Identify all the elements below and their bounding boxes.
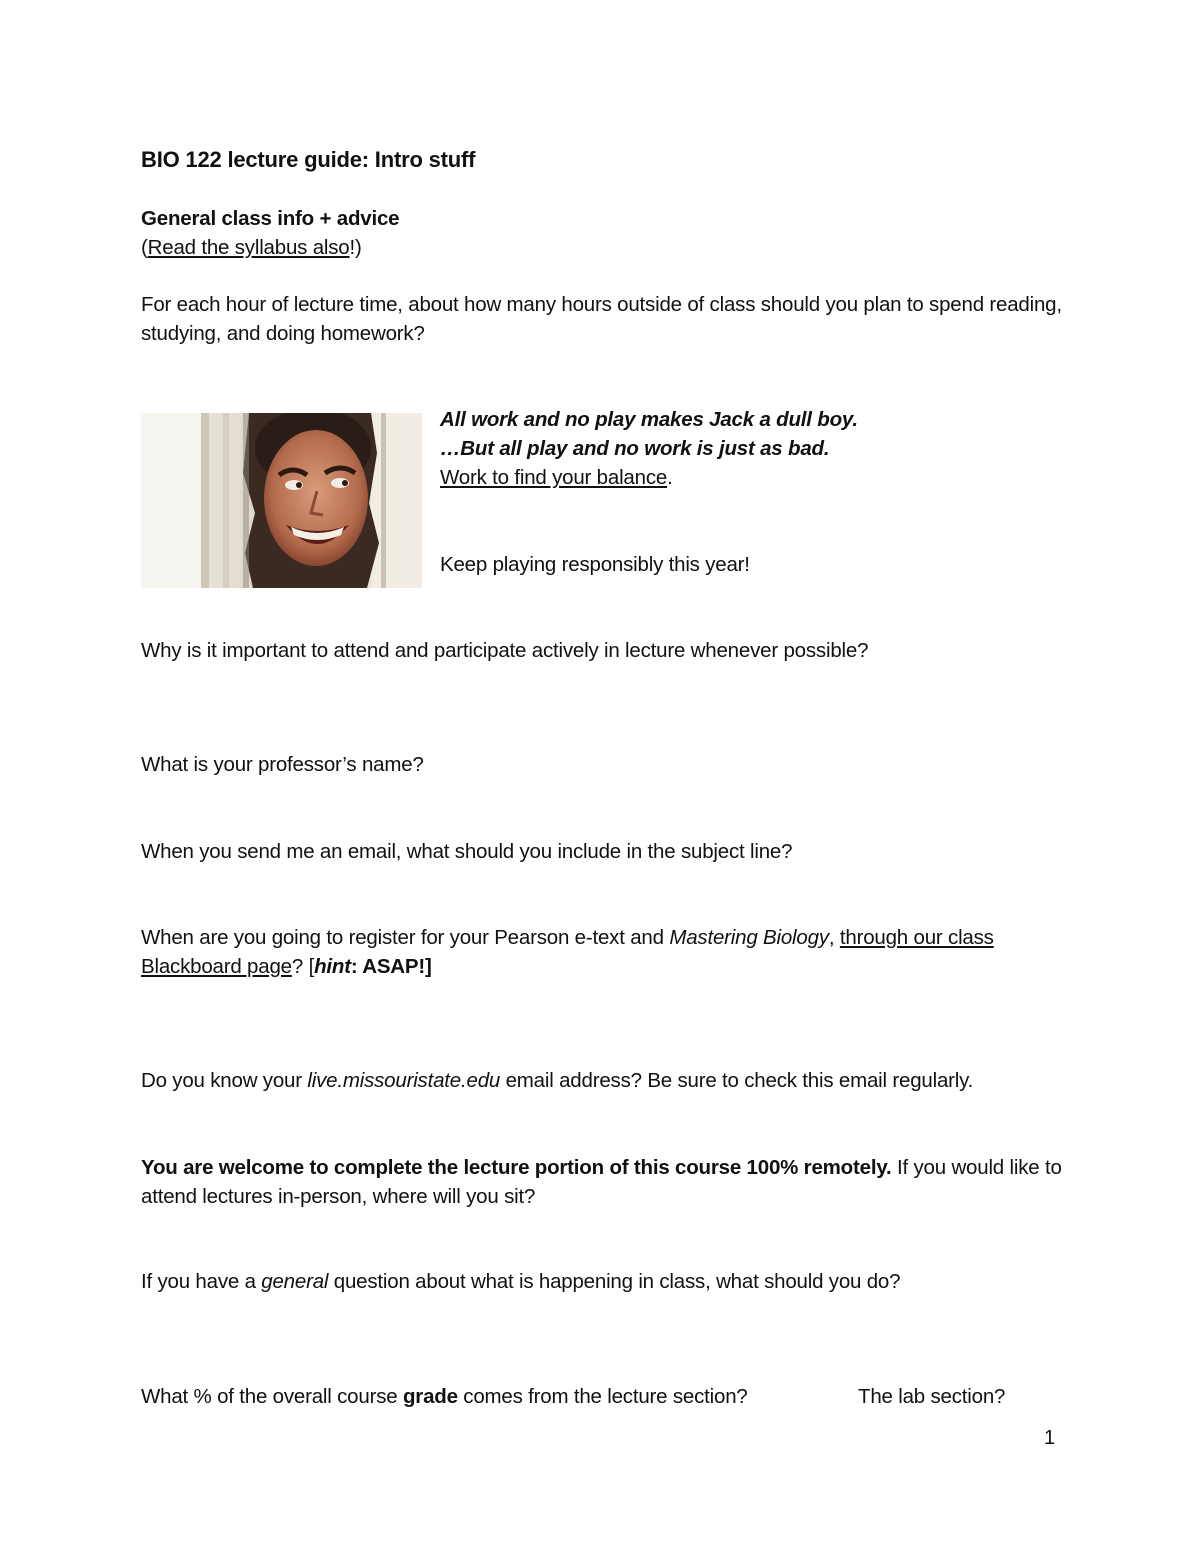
quote-line-4: Keep playing responsibly this year! bbox=[440, 553, 750, 576]
grade-bold: grade bbox=[402, 1385, 458, 1408]
question-lab: The lab section? bbox=[858, 1385, 1006, 1408]
blackboard-link[interactable]: through our class Blackboard page bbox=[141, 926, 994, 978]
syllabus-note bbox=[141, 233, 1071, 262]
grade-text-2: comes from the lecture section? bbox=[457, 1385, 748, 1408]
syllabus-note-close: !) bbox=[349, 236, 362, 259]
question-register bbox=[141, 923, 1066, 981]
live-email-text-2: email address? Be sure to check this email regularly. bbox=[500, 1069, 974, 1092]
register-text-2: , bbox=[828, 926, 840, 949]
question-professor: What is your professor’s name? bbox=[141, 753, 424, 776]
hint-text: : ASAP!] bbox=[350, 955, 432, 978]
remote-rest-text: If you would like to attend lectures in-person, where will you sit? bbox=[141, 1156, 1062, 1208]
general-italic: general bbox=[261, 1270, 329, 1293]
quote-line-1: All work and no play makes Jack a dull boy. bbox=[440, 408, 858, 431]
general-text-2: question about what is happening in class, what should you do? bbox=[328, 1270, 901, 1293]
section-heading: General class info + advice bbox=[141, 207, 400, 230]
live-email-domain: live.missouristate.edu bbox=[307, 1069, 501, 1092]
quote-line-2: …But all play and no work is just as bad. bbox=[440, 437, 830, 460]
page-number: 1 bbox=[1044, 1427, 1056, 1449]
live-email-text-1: Do you know your bbox=[141, 1069, 308, 1092]
quote-line-3 bbox=[440, 463, 1060, 492]
quote-block bbox=[440, 405, 1060, 579]
grade-text-1: What % of the overall course bbox=[141, 1385, 403, 1408]
hint-label: hint bbox=[314, 955, 351, 978]
question-live-email bbox=[141, 1066, 1071, 1095]
movie-still-image bbox=[141, 413, 422, 588]
quote-line-3-end: . bbox=[667, 466, 673, 489]
question-general bbox=[141, 1267, 1071, 1296]
document-title: BIO 122 lecture guide: Intro stuff bbox=[141, 147, 476, 172]
syllabus-note-open: ( bbox=[141, 236, 148, 259]
syllabus-link[interactable]: Read the syllabus also bbox=[147, 236, 350, 259]
balance-link[interactable]: Work to find your balance bbox=[440, 466, 668, 489]
remote-bold-text: You are welcome to complete the lecture portion of this course 100% remotely. bbox=[141, 1156, 892, 1179]
mastering-biology-text: Mastering Biology bbox=[669, 926, 829, 949]
register-text-1: When are you going to register for your Pearson e-text and bbox=[141, 926, 670, 949]
question-email-subject: When you send me an email, what should you include in the subject line? bbox=[141, 840, 793, 863]
question-attend: Why is it important to attend and participate actively in lecture whenever possible? bbox=[141, 639, 869, 662]
general-text-1: If you have a bbox=[141, 1270, 262, 1293]
question-remote bbox=[141, 1153, 1066, 1211]
register-text-3: ? [ bbox=[291, 955, 315, 978]
movie-still-icon bbox=[141, 413, 422, 588]
question-hours: For each hour of lecture time, about how many hours outside of class should you plan to spend reading, studying, and doing homework? bbox=[141, 293, 1062, 345]
